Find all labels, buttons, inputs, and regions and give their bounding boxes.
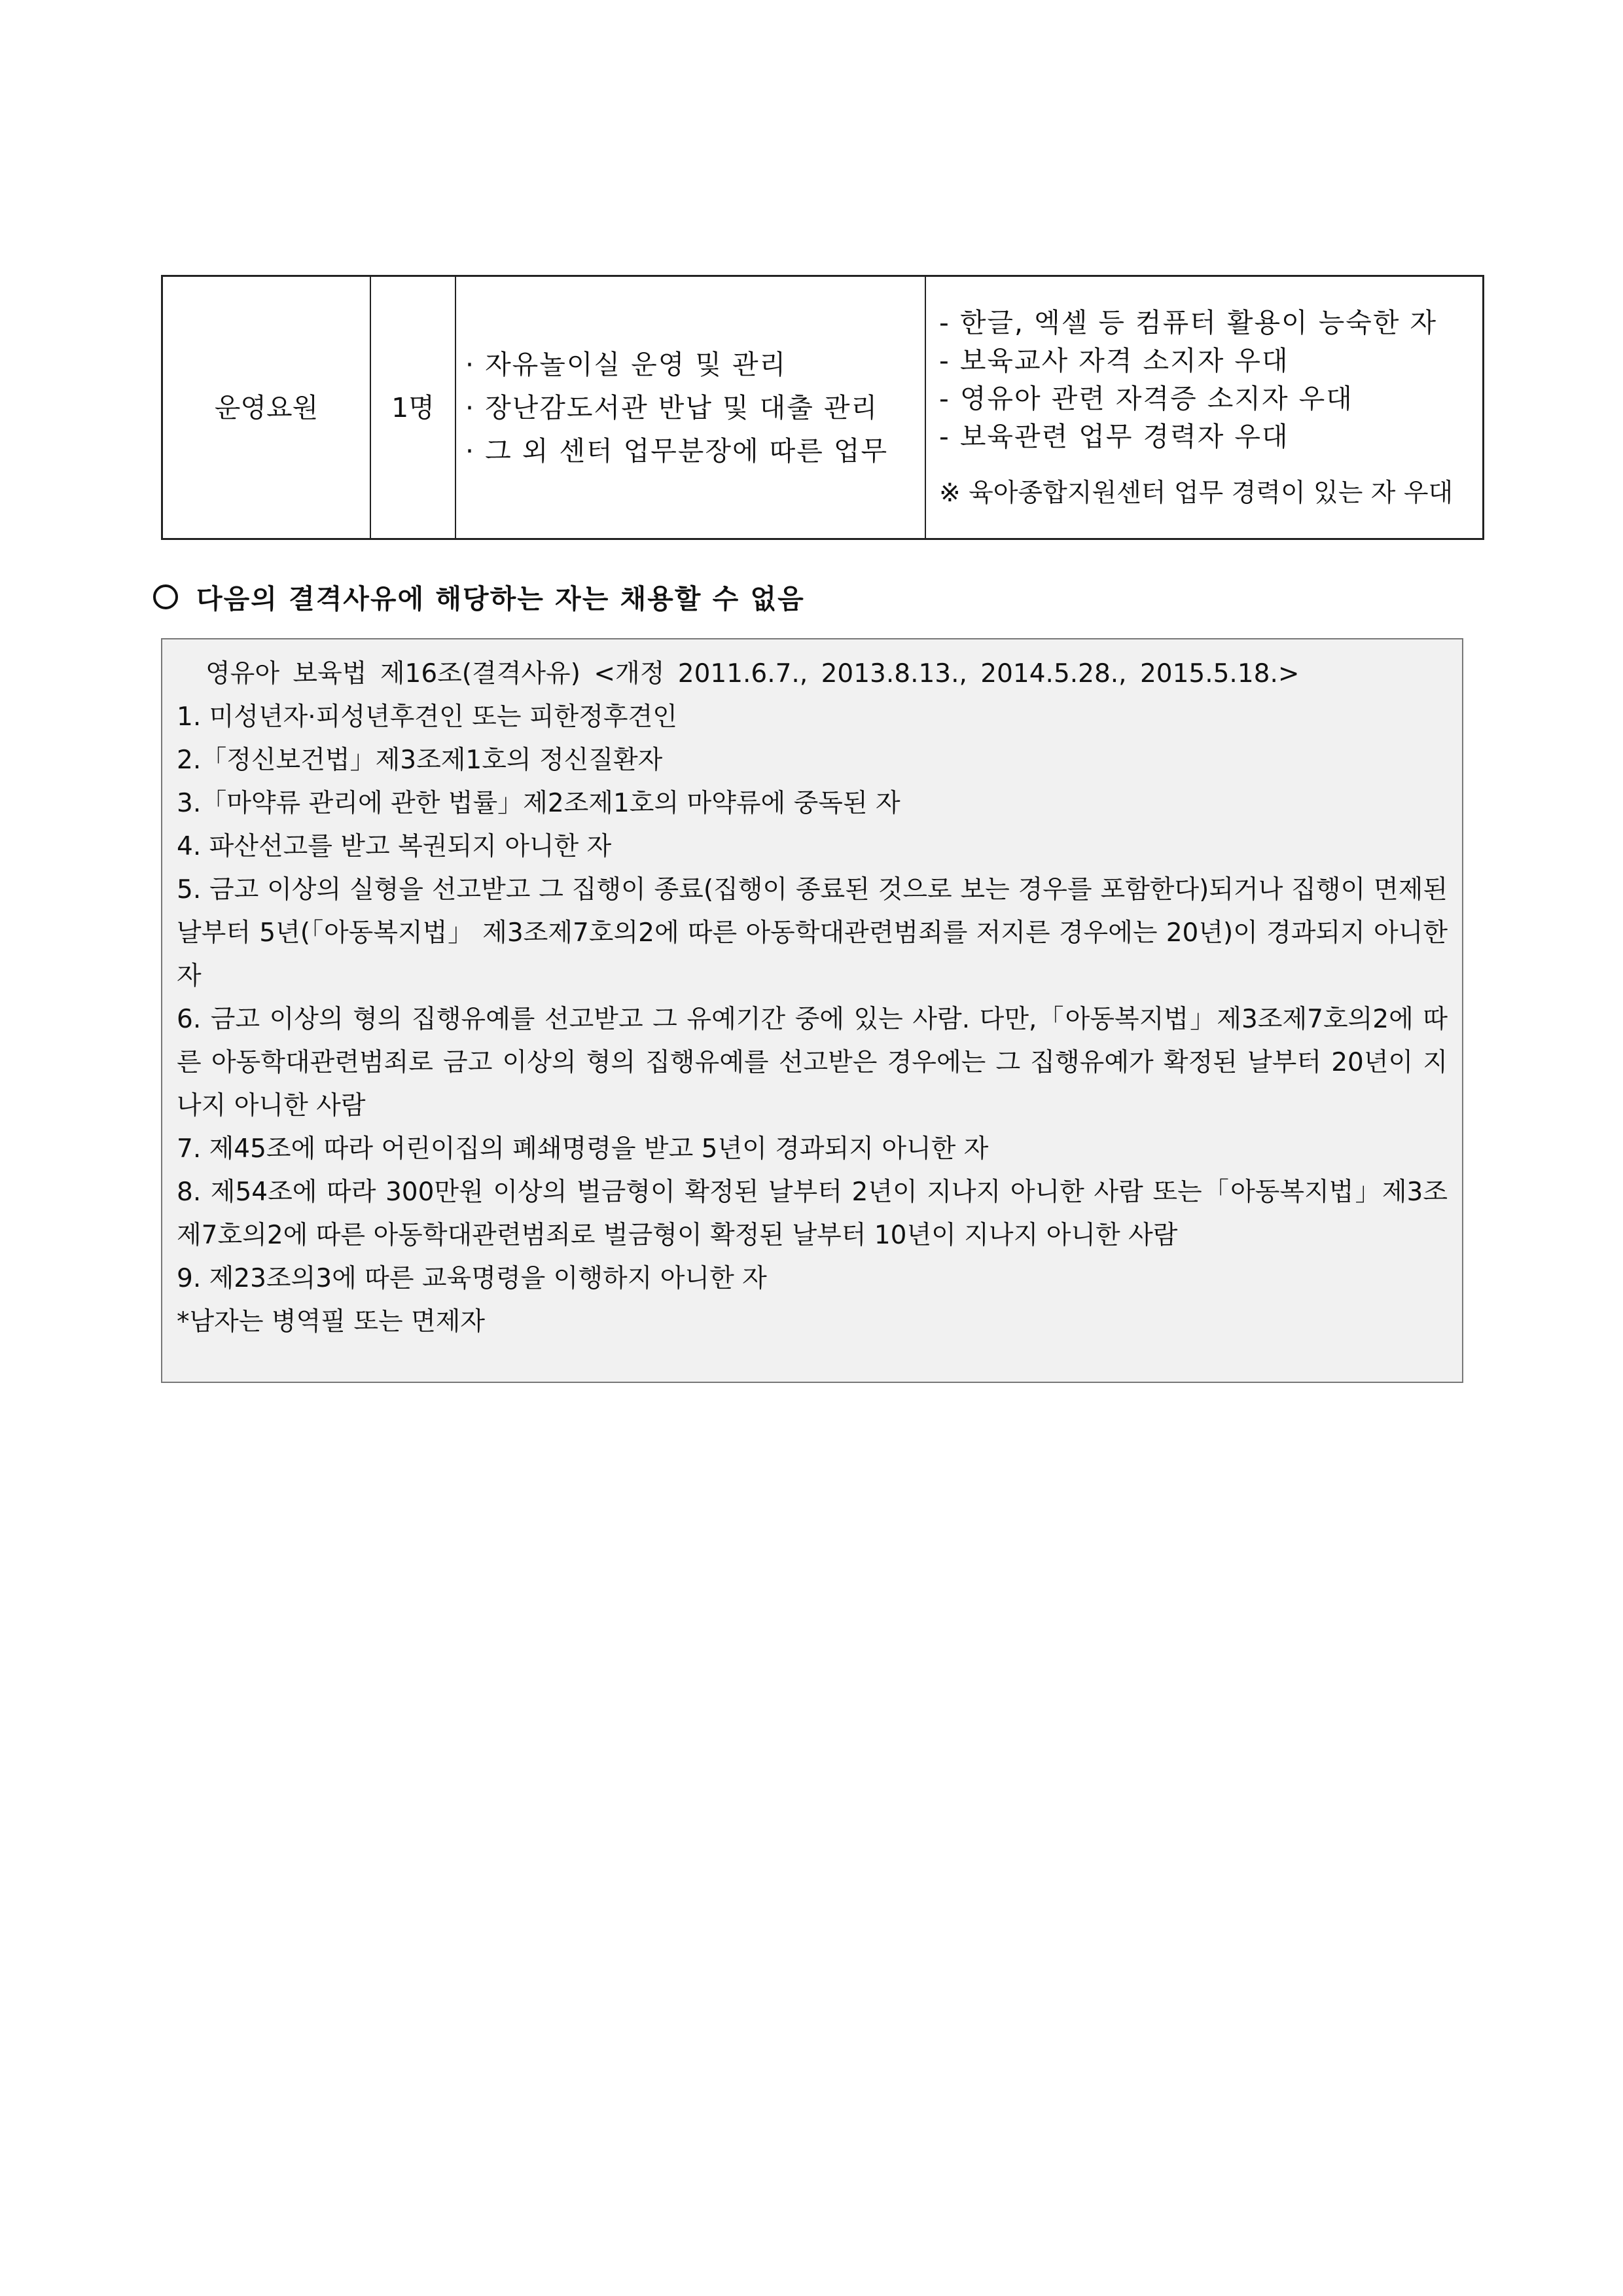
heading-text: 다음의 결격사유에 해당하는 자는 채용할 수 없음 (196, 583, 805, 615)
position-cell: 운영요원 (162, 276, 371, 539)
list-item: 2.「정신보건법」제3조제1호의 정신질환자 (177, 745, 663, 775)
requirements-list (926, 304, 1482, 456)
duties-cell (455, 276, 925, 539)
list-item: · 그 외 센터 업무분장에 따른 업무 (465, 435, 889, 467)
list-item: *남자는 병역필 또는 면제자 (177, 1307, 486, 1336)
preference-note: ※ 육아종합지원센터 업무 경력이 있는 자 우대 (939, 478, 1454, 508)
circle-bullet-icon (153, 584, 178, 609)
list-item: 9. 제23조의3에 따른 교육명령을 이행하지 아니한 자 (177, 1264, 767, 1293)
list-item: 4. 파산선고를 받고 복권되지 아니한 자 (177, 832, 612, 861)
disqualification-box (161, 638, 1463, 1383)
list-item: 3.「마약류 관리에 관한 법률」제2조제1호의 마약류에 중독된 자 (177, 789, 901, 818)
table-row (162, 276, 1484, 539)
law-reference-title: 영유아 보육법 제16조(결격사유) <개정 2011.6.7., 2013.8.13., 2014.5.28., 2015.5.18.> (205, 659, 1300, 689)
count-cell: 1명 (370, 276, 455, 539)
job-posting-table (161, 275, 1484, 540)
list-item: - 한글, 엑셀 등 컴퓨터 활용이 능숙한 자 (939, 306, 1438, 338)
list-item: - 영유아 관련 자격증 소지자 우대 (939, 382, 1353, 414)
list-item: 6. 금고 이상의 형의 집행유예를 선고받고 그 유예기간 중에 있는 사람. 다만,「아동복지법」제3조제7호의2에 따른 아동학대관련범죄로 금고 이상의 형의 집행유예를 선고받은 경우에는 그 집행유예가 확정된 날부터 20년이 지나지 아니한 사람 (177, 1005, 1448, 1121)
list-item: · 장난감도서관 반납 및 대출 관리 (465, 391, 879, 423)
list-item: 7. 제45조에 따라 어린이집의 폐쇄명령을 받고 5년이 경과되지 아니한 자 (177, 1134, 989, 1164)
list-item: - 보육관련 업무 경력자 우대 (939, 420, 1289, 452)
list-item: · 자유놀이실 운영 및 관리 (465, 348, 787, 380)
disqualification-heading (153, 577, 805, 616)
requirements-cell (925, 276, 1484, 539)
list-item: - 보육교사 자격 소지자 우대 (939, 344, 1289, 376)
list-item: 8. 제54조에 따라 300만원 이상의 벌금형이 확정된 날부터 2년이 지나지 아니한 사람 또는「아동복지법」제3조제7호의2에 따른 아동학대관련범죄로 벌금형이 확정된 날부터 10년이 지나지 아니한 사람 (177, 1177, 1448, 1250)
duties-list (456, 343, 925, 473)
list-item: 1. 미성년자·피성년후견인 또는 피한정후견인 (177, 702, 677, 732)
list-item: 5. 금고 이상의 실형을 선고받고 그 집행이 종료(집행이 종료된 것으로 보는 경우를 포함한다)되거나 집행이 면제된 날부터 5년(「아동복지법」 제3조제7호의2에 따른 아동학대관련범죄를 저지른 경우에는 20년)이 경과되지 아니한 자 (177, 875, 1448, 991)
